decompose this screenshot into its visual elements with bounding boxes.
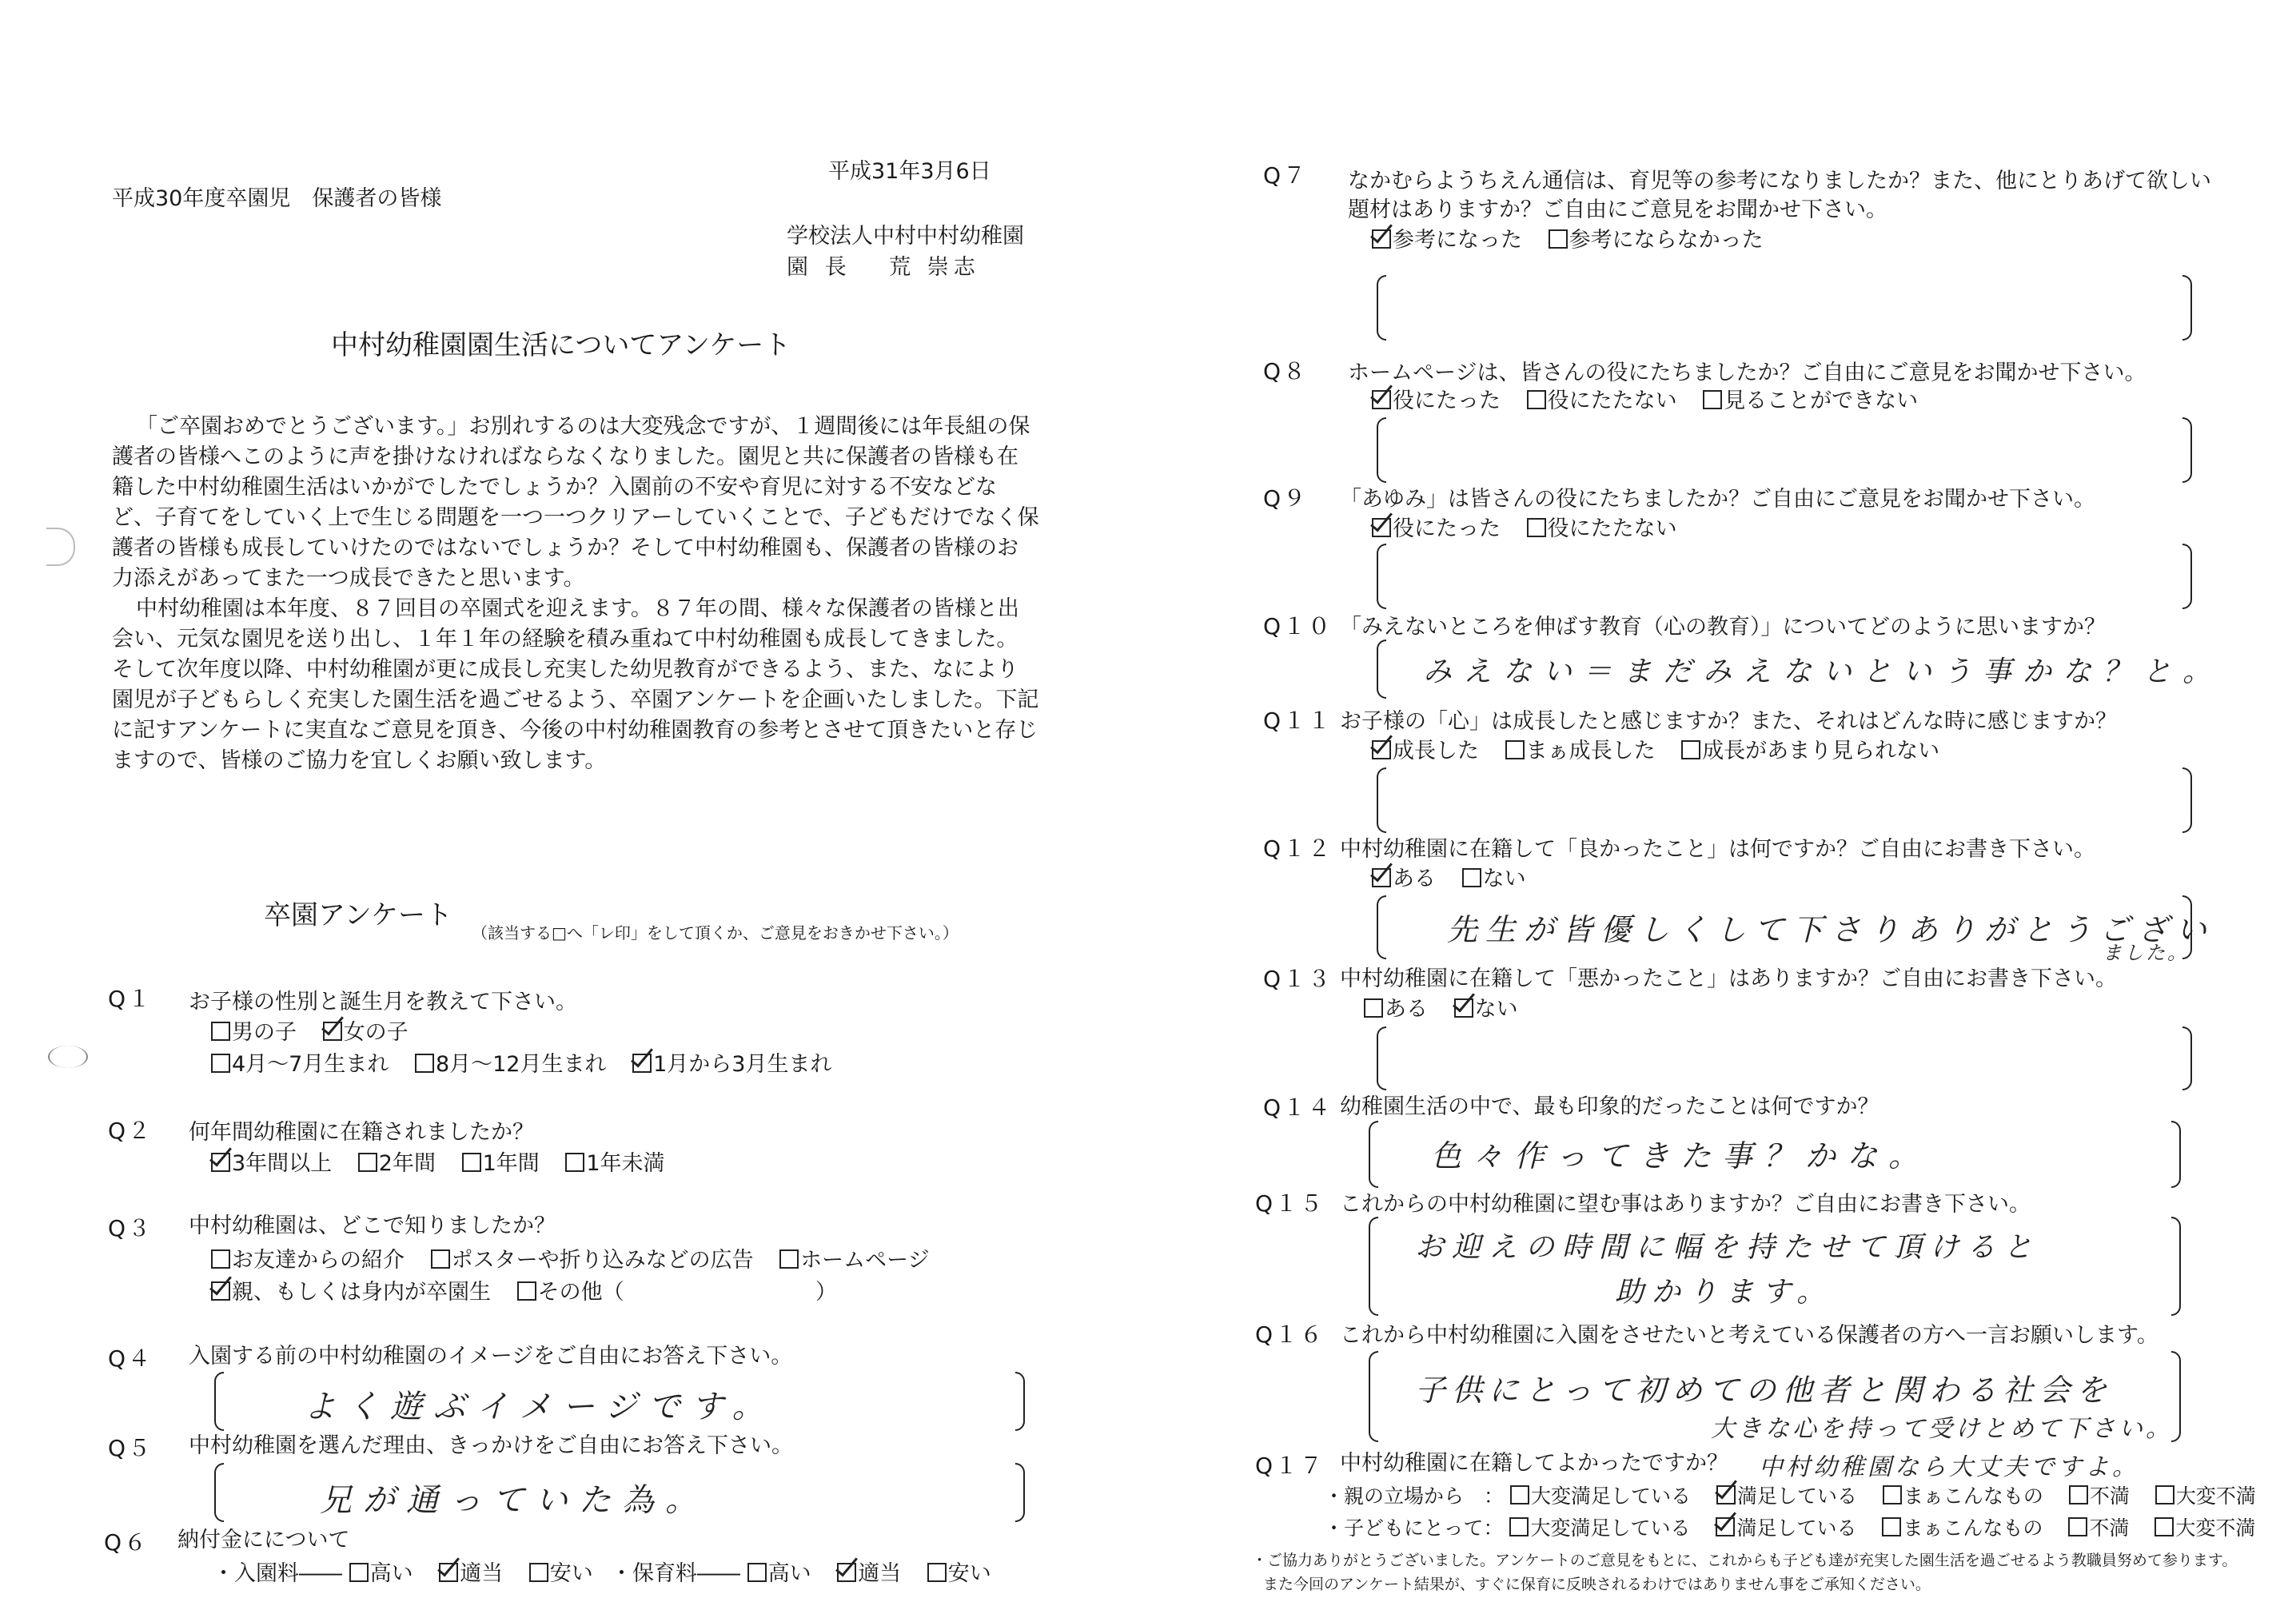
q8-cannot-view-label: 見ることができない <box>1724 389 1919 413</box>
q12-number: Q１２ <box>1263 835 1333 862</box>
q6-childcare-low-checkbox[interactable] <box>927 1563 947 1582</box>
q7-helpful-label: 参考になった <box>1393 228 1522 253</box>
q17-parent-very-dissatisfied-label: 大変不満 <box>2175 1484 2256 1508</box>
q9-number: Q９ <box>1263 485 1309 512</box>
q6-childcare-fair-checkbox[interactable] <box>837 1563 856 1582</box>
q8-useful-checkbox[interactable] <box>1372 390 1391 409</box>
footer-line-1: ・ご協力ありがとうございました。アンケートのご意見をもとに、これからも子ども達が充実した園生活を過ごせるよう教職員努めて参ります。 <box>1252 1552 2238 1569</box>
q1-apr-jul-checkbox[interactable] <box>211 1054 230 1073</box>
q6-admission-low-label: 安い <box>549 1561 593 1586</box>
q1-boy-label: 男の子 <box>232 1020 297 1045</box>
q12-bracket-left <box>1377 895 1386 959</box>
q10-answer[interactable]: みえない＝まだみえないという事かな？と。 <box>1423 656 2223 688</box>
q11-bracket-left <box>1377 767 1386 833</box>
q4-number: Q４ <box>108 1345 153 1372</box>
q17-parent-row <box>1324 1483 2256 1510</box>
intro-paragraph-1: 「ご卒園おめでとうございます。」お別れするのは大変残念ですが、１週間後には年長組の保護者の皆様へこのように声を掛けなければならなくなりました。園児と共に保護者の皆様も在籍した中村幼稚園生活はいかがでしたでしょうか？入園前の不安や育児に対する不安などなど、子育てをしていく上で生じる問題を一つ一つクリアーしていくことで、子どもだけでなく保護者の皆様も成長していけたのではないでしょうか？そして中村幼稚園も、保護者の皆様のお力添えがあってまた一つ成長できたと思います。 <box>112 414 1039 591</box>
q17-number: Q１７ <box>1255 1453 1325 1479</box>
q6-admission-label: ・入園料―― <box>213 1561 342 1586</box>
q17-parent-dissatisfied-label: 不満 <box>2089 1484 2130 1508</box>
q6-text: 納付金にについて <box>177 1528 350 1552</box>
q7-text-line2: 題材はありますか？ご自由にご意見をお聞かせ下さい。 <box>1348 197 1887 222</box>
q17-child-so-so-label: まぁこんなもの <box>1903 1516 2043 1540</box>
q12-yes-label: ある <box>1393 867 1436 891</box>
q11-somewhat-checkbox[interactable] <box>1505 740 1525 759</box>
q3-text: 中村幼稚園は、どこで知りましたか？ <box>189 1214 556 1238</box>
q3-family-label: 親、もしくは身内が卒園生 <box>232 1280 491 1305</box>
q6-admission-low-checkbox[interactable] <box>529 1563 548 1582</box>
q16-number: Q１６ <box>1255 1321 1325 1348</box>
footer-line-2: また今回のアンケート結果が、すぐに保育に反映されるわけではありません事をご承知ください。 <box>1263 1576 1931 1593</box>
q6-childcare-low-label: 安い <box>947 1561 991 1586</box>
q17-parent-label: ・親の立場から ： <box>1324 1484 1505 1508</box>
q14-number: Q１４ <box>1263 1094 1333 1121</box>
q17-child-dissatisfied-checkbox[interactable] <box>2068 1517 2087 1536</box>
q8-bracket-right <box>2182 417 2192 483</box>
q3-poster-checkbox[interactable] <box>431 1249 450 1269</box>
q17-parent-so-so-checkbox[interactable] <box>1883 1485 1902 1504</box>
q8-useful-label: 役にたった <box>1393 389 1501 413</box>
q17-child-so-so-checkbox[interactable] <box>1882 1517 1901 1536</box>
q1-jan-mar-checkbox[interactable] <box>632 1054 652 1073</box>
q12-yes-checkbox[interactable] <box>1372 868 1391 887</box>
q1-row2 <box>211 1051 851 1078</box>
q6-childcare-fee <box>611 1560 1010 1588</box>
q17-parent-very-satisfied-checkbox[interactable] <box>1510 1485 1529 1504</box>
q17-parent-so-so-label: まぁこんなもの <box>1903 1484 2043 1508</box>
q9-not-useful-checkbox[interactable] <box>1527 518 1546 537</box>
q3-other-label: その他（ <box>537 1280 624 1305</box>
q10-number: Q１０ <box>1263 613 1333 640</box>
q12-text: 中村幼稚園に在籍して「良かったこと」は何ですか？ご自由にお書き下さい。 <box>1340 837 2095 862</box>
q7-not-helpful-label: 参考にならなかった <box>1569 228 1764 253</box>
q12-no-checkbox[interactable] <box>1462 868 1481 887</box>
q8-not-useful-checkbox[interactable] <box>1527 390 1546 409</box>
q2-under1-checkbox[interactable] <box>565 1153 584 1172</box>
q16-bracket-left <box>1369 1351 1378 1442</box>
q17-parent-satisfied-label: 満足している <box>1736 1484 1857 1508</box>
q1-row1 <box>211 1019 428 1046</box>
q3-poster-label: ポスターや折り込みなどの広告 <box>451 1248 754 1273</box>
q17-child-label: ・子どもにとって： <box>1324 1516 1504 1540</box>
q3-row2 <box>211 1279 624 1306</box>
q2-options <box>211 1150 684 1178</box>
q17-child-dissatisfied-label: 不満 <box>2089 1516 2130 1540</box>
q2-1year-checkbox[interactable] <box>462 1153 481 1172</box>
q6-childcare-high-label: 高い <box>767 1561 811 1586</box>
intro-paragraph-2: 中村幼稚園は本年度、８７回目の卒園式を迎えます。８７年の間、様々な保護者の皆様と出会い、元気な園児を送り出し、１年１年の経験を積み重ねて中村幼稚園も成長してきました。そして次年度以降、中村幼稚園が更に成長し充実した幼児教育ができるよう、また、なにより園児が子どもらしく充実した園生活を過ごせるよう、卒園アンケートを企画いたしました。下記に記すアンケートに実直なご意見を頂き、今後の中村幼稚園教育の参考とさせて頂きたいと存じますので、皆様のご協力を宜しくお願い致します。 <box>112 596 1039 773</box>
date: 平成31年3月6日 <box>828 159 991 184</box>
q17-child-very-satisfied-label: 大変満足している <box>1530 1516 1691 1540</box>
q11-grown-label: 成長した <box>1393 739 1479 763</box>
q17-child-satisfied-label: 満足している <box>1736 1516 1857 1540</box>
q17-child-very-dissatisfied-label: 大変不満 <box>2175 1516 2256 1540</box>
q6-childcare-fair-label: 適当 <box>858 1561 902 1586</box>
q12-answer-line2[interactable]: ました。 <box>2103 942 2189 964</box>
q7-bracket-left <box>1377 275 1386 341</box>
q6-admission-fee <box>213 1560 612 1588</box>
q13-yes-label: ある <box>1385 997 1428 1022</box>
q5-text: 中村幼稚園を選んだ理由、きっかけをご自由にお答え下さい。 <box>189 1433 793 1458</box>
binder-hole-mark <box>46 528 75 566</box>
q9-not-useful-label: 役にたたない <box>1547 516 1677 541</box>
q1-girl-checkbox[interactable] <box>323 1022 342 1041</box>
q1-text: お子様の性別と誕生月を教えて下さい。 <box>189 990 577 1014</box>
q17-child-satisfied-checkbox[interactable] <box>1716 1517 1735 1536</box>
q15-text: これからの中村幼稚園に望む事はありますか？ご自由にお書き下さい。 <box>1340 1192 2031 1217</box>
q13-no-label: ない <box>1474 997 1518 1022</box>
q6-childcare-label: ・保育料―― <box>611 1561 740 1586</box>
q1-aug-dec-label: 8月～12月生まれ <box>435 1052 607 1077</box>
q3-homepage-label: ホームページ <box>800 1248 930 1273</box>
q7-bracket-right <box>2182 275 2192 341</box>
q17-parent-satisfied-checkbox[interactable] <box>1716 1485 1736 1504</box>
q3-other-checkbox[interactable] <box>517 1281 536 1301</box>
q1-jan-mar-label: 1月から3月生まれ <box>653 1052 832 1077</box>
q9-text: 「あゆみ」は皆さんの役にたちましたか？ご自由にご意見をお聞かせ下さい。 <box>1340 487 2095 512</box>
q14-answer[interactable]: 色々作ってきた事？かな。 <box>1431 1138 1931 1174</box>
q17-text: 中村幼稚園に在籍してよかったですか？ <box>1340 1451 1728 1476</box>
q6-admission-fair-checkbox[interactable] <box>439 1563 458 1582</box>
q11-number: Q１１ <box>1263 707 1333 734</box>
page-title: 中村幼稚園園生活についてアンケート <box>331 329 791 361</box>
q17-child-very-satisfied-checkbox[interactable] <box>1509 1517 1529 1536</box>
q11-bracket-right <box>2182 767 2192 833</box>
q8-options <box>1372 388 1937 415</box>
q14-bracket-left <box>1369 1121 1378 1188</box>
survey-note: （該当する□へ「レ印」をして頂くか、ご意見をおきかせ下さい。） <box>472 923 959 943</box>
q15-number: Q１５ <box>1255 1190 1325 1217</box>
q7-number: Q７ <box>1263 162 1309 189</box>
q16-answer-line1[interactable]: 子供にとって初めての他者と関わる社会を <box>1415 1373 2114 1408</box>
q17-child-very-dissatisfied-checkbox[interactable] <box>2154 1517 2174 1536</box>
q11-grown-checkbox[interactable] <box>1372 740 1391 759</box>
q16-answer-line2[interactable]: 大きな心を持って受けとめて下さい。 <box>1711 1415 2173 1443</box>
q6-number: Q６ <box>104 1529 149 1556</box>
q9-options <box>1372 516 1696 543</box>
q13-bracket-right <box>2182 1026 2192 1090</box>
q15-bracket-right <box>2171 1217 2181 1316</box>
q1-girl-label: 女の子 <box>343 1020 409 1045</box>
q4-bracket-right <box>1015 1372 1025 1431</box>
q8-not-useful-label: 役にたたない <box>1547 389 1677 413</box>
q17-parent-dissatisfied-checkbox[interactable] <box>2069 1485 2088 1504</box>
q2-text: 何年間幼稚園に在籍されましたか？ <box>189 1120 534 1145</box>
q4-answer[interactable]: よく遊ぶイメージです。 <box>304 1389 775 1425</box>
q16-text: これから中村幼稚園に入園をさせたいと考えている保護者の方へ一言お願いします。 <box>1340 1323 2158 1348</box>
q9-useful-label: 役にたった <box>1393 516 1501 541</box>
q4-bracket-left <box>214 1372 224 1431</box>
q14-text: 幼稚園生活の中で、最も印象的だったことは何ですか？ <box>1340 1094 1879 1119</box>
q6-childcare-high-checkbox[interactable] <box>747 1563 767 1582</box>
q5-bracket-right <box>1015 1463 1025 1522</box>
q8-bracket-left <box>1377 417 1386 483</box>
q3-friend-checkbox[interactable] <box>211 1249 230 1269</box>
q12-answer-line1[interactable]: 先生が皆優しくして下さりありがとうござい <box>1447 912 2215 947</box>
q13-no-checkbox[interactable] <box>1454 998 1473 1018</box>
organization: 学校法人中村中村幼稚園 <box>787 224 1024 249</box>
q11-options <box>1372 738 1959 765</box>
q6-admission-high-label: 高い <box>369 1561 413 1586</box>
recipients: 平成30年度卒園児 保護者の皆様 <box>112 186 442 211</box>
q7-not-helpful-checkbox[interactable] <box>1549 229 1568 249</box>
q9-bracket-left <box>1377 544 1386 609</box>
q1-boy-checkbox[interactable] <box>211 1022 230 1041</box>
q3-number: Q３ <box>108 1215 153 1241</box>
q8-text: ホームページは、皆さんの役にたちましたか？ご自由にご意見をお聞かせ下さい。 <box>1348 361 2147 385</box>
q13-yes-checkbox[interactable] <box>1364 998 1383 1018</box>
q2-3years-checkbox[interactable] <box>211 1153 230 1172</box>
q12-no-label: ない <box>1482 867 1526 891</box>
q17-child-row <box>1324 1515 2255 1542</box>
q13-options <box>1364 996 1537 1023</box>
q8-number: Q８ <box>1263 358 1309 385</box>
q5-answer[interactable]: 兄が通っていた為。 <box>320 1482 708 1519</box>
q10-bracket-left <box>1377 640 1386 699</box>
q13-bracket-left <box>1377 1026 1386 1090</box>
q7-text-line1: なかむらようちえん通信は、育児等の参考になりましたか？また、他にとりあげて欲しい <box>1348 169 2211 193</box>
q16-answer-line3[interactable]: 中村幼稚園なら大丈夫ですよ。 <box>1759 1453 2139 1481</box>
q3-other-close: ） <box>815 1280 837 1305</box>
q15-bracket-left <box>1369 1217 1378 1316</box>
q13-number: Q１３ <box>1263 966 1333 992</box>
binder-hole-mark <box>48 1046 88 1068</box>
q6-admission-fair-label: 適当 <box>460 1561 504 1586</box>
q1-aug-dec-checkbox[interactable] <box>415 1054 434 1073</box>
survey-heading: 卒園アンケート <box>264 899 452 931</box>
q10-text: 「みえないところを伸ばす教育（心の教育）」についてどのように思いますか？ <box>1340 615 2106 640</box>
q2-2years-checkbox[interactable] <box>358 1153 377 1172</box>
q17-parent-very-satisfied-label: 大変満足している <box>1530 1484 1691 1508</box>
q11-somewhat-label: まぁ成長した <box>1525 739 1656 763</box>
q11-not-much-checkbox[interactable] <box>1681 740 1700 759</box>
q4-text: 入園する前の中村幼稚園のイメージをご自由にお答え下さい。 <box>189 1344 793 1369</box>
q2-3years-label: 3年間以上 <box>232 1151 333 1176</box>
q3-friend-label: お友達からの紹介 <box>232 1248 405 1273</box>
q8-cannot-view-checkbox[interactable] <box>1703 390 1722 409</box>
q2-under1-label: 1年未満 <box>586 1151 665 1176</box>
director: 園 長 荒 崇志 <box>787 255 980 280</box>
q1-apr-jul-label: 4月～7月生まれ <box>232 1052 389 1077</box>
q17-parent-very-dissatisfied-checkbox[interactable] <box>2155 1485 2174 1504</box>
q15-answer-line1[interactable]: お迎えの時間に幅を持たせて頂けると <box>1415 1231 2041 1264</box>
q5-bracket-left <box>214 1463 224 1522</box>
q11-not-much-label: 成長があまり見られない <box>1702 739 1940 763</box>
q11-text: お子様の「心」は成長したと感じますか？また、それはどんな時に感じますか？ <box>1340 709 2117 734</box>
q13-text: 中村幼稚園に在籍して「悪かったこと」はありますか？ご自由にお書き下さい。 <box>1340 966 2117 991</box>
q7-helpful-checkbox[interactable] <box>1372 229 1391 249</box>
q12-options <box>1372 866 1545 893</box>
q7-options <box>1372 227 1783 254</box>
q9-bracket-right <box>2182 544 2192 609</box>
q3-row1 <box>211 1247 949 1274</box>
q2-1year-label: 1年間 <box>482 1151 540 1176</box>
q1-number: Q１ <box>108 986 153 1012</box>
q5-number: Q５ <box>108 1435 153 1461</box>
q6-admission-high-checkbox[interactable] <box>349 1563 369 1582</box>
q2-2years-label: 2年間 <box>378 1151 436 1176</box>
q3-homepage-checkbox[interactable] <box>779 1249 799 1269</box>
q9-useful-checkbox[interactable] <box>1372 518 1391 537</box>
q15-answer-line2[interactable]: 助かります。 <box>1615 1276 1834 1309</box>
q2-number: Q２ <box>108 1118 153 1144</box>
q14-bracket-right <box>2171 1121 2181 1188</box>
q3-family-checkbox[interactable] <box>211 1281 230 1301</box>
